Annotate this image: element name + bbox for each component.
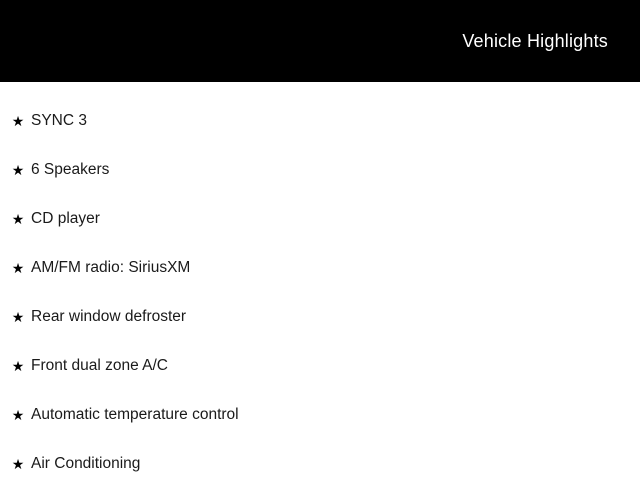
star-icon: ★ (11, 357, 25, 374)
highlight-label: 6 Speakers (31, 160, 110, 178)
highlight-label: Automatic temperature control (31, 405, 239, 423)
highlight-label: SYNC 3 (31, 111, 87, 129)
star-icon: ★ (11, 406, 25, 423)
list-item (0, 145, 640, 194)
list-item (0, 390, 640, 439)
highlight-label: Air Conditioning (31, 454, 141, 472)
highlight-label: Front dual zone A/C (31, 356, 168, 374)
highlight-label: AM/FM radio: SiriusXM (31, 258, 191, 276)
star-icon: ★ (11, 210, 25, 227)
list-item (0, 243, 640, 292)
star-icon: ★ (11, 112, 25, 129)
page-title: Vehicle Highlights (462, 30, 608, 51)
list-item (0, 292, 640, 341)
highlight-label: Rear window defroster (31, 307, 187, 325)
highlight-label: CD player (31, 209, 100, 227)
star-icon: ★ (11, 455, 25, 472)
star-icon: ★ (11, 308, 25, 325)
list-item (0, 96, 640, 145)
list-item (0, 194, 640, 243)
list-item (0, 341, 640, 390)
star-icon: ★ (11, 161, 25, 178)
vehicle-highlights-list (0, 82, 640, 488)
star-icon: ★ (11, 259, 25, 276)
page-header (0, 0, 640, 82)
list-item (0, 439, 640, 488)
